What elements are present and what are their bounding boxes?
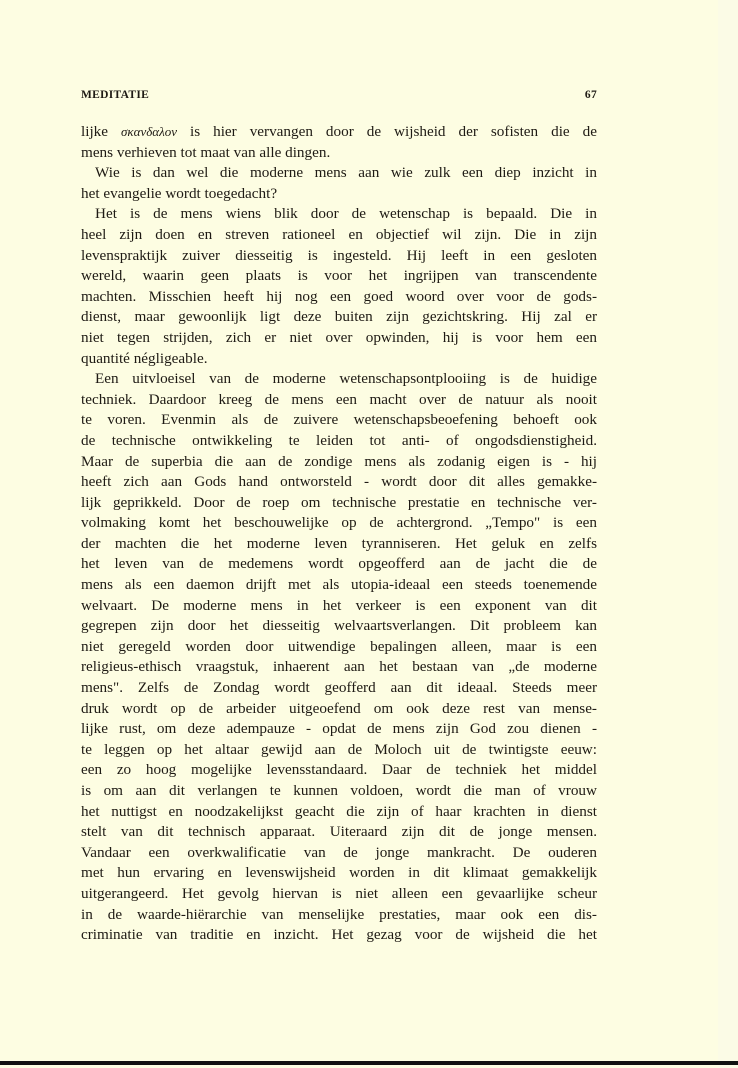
text-line: mens als een daemon drijft met als utopia-ideaal een steeds toenemende (81, 576, 597, 594)
text-line: de technische ontwikkeling te leiden tot anti- of ongodsdienstigheid. (81, 431, 597, 449)
paragraph-first-line: Wie is dan wel die moderne mens aan wie zulk een diep inzicht in (95, 164, 597, 182)
text-line: een zo hoog mogelijke levensstandaard. Daar de techniek het middel (81, 761, 597, 779)
text-segment: lijke (81, 123, 121, 140)
text-segment: is hier vervangen door de wijsheid der sofisten die de (177, 123, 597, 140)
text-line (81, 122, 597, 143)
text-line: welvaart. De moderne mens in het verkeer is een exponent van dit (81, 596, 597, 614)
text-line: criminatie van traditie en inzicht. Het gezag voor de wijsheid die het (81, 926, 597, 944)
running-header (81, 89, 597, 105)
paragraph-first-line: Het is de mens wiens blik door de wetenschap is bepaald. Die in (95, 205, 597, 223)
text-line: niet geregeld worden door uitwendige bepalingen alleen, maar is een (81, 637, 597, 655)
page-number: 67 (584, 89, 597, 101)
text-line: heel zijn doen en streven rationeel en objectief wil zijn. Die in zijn (81, 225, 597, 243)
text-line: techniek. Daardoor kreeg de mens een macht over de natuur als nooit (81, 390, 597, 408)
text-line: levenspraktijk zuiver diesseitig is ingesteld. Hij leeft in een gesloten (81, 246, 597, 264)
text-line: het leven van de medemens wordt opgeofferd aan de jacht die de (81, 555, 597, 573)
text-line: mens". Zelfs de Zondag wordt geofferd aan dit ideaal. Steeds meer (81, 679, 597, 697)
text-line: quantité négligeable. (81, 349, 208, 367)
text-line: het nuttigst en noodzakelijkst geacht die zijn of haar krachten in dienst (81, 802, 597, 820)
page-edge (718, 0, 738, 1068)
text-line: wereld, waarin geen plaats is voor het ingrijpen van transcendente (81, 267, 597, 285)
text-line: religieus-ethisch vraagstuk, inhaerent aan het bestaan van „de moderne (81, 658, 597, 676)
text-line: te leggen op het altaar gewijd aan de Moloch uit de twintigste eeuw: (81, 740, 597, 758)
text-line: dienst, maar gewoonlijk ligt deze buiten zijn gezichtskring. Hij zal er (81, 308, 597, 326)
text-line: druk wordt op de arbeider uitgeoefend om ook deze rest van mense- (81, 699, 597, 717)
text-line: Vandaar een overkwalificatie van de jonge mankracht. De ouderen (81, 843, 597, 861)
text-line: heeft zich aan Gods hand ontworsteld - wordt door dit alles gemakke- (81, 473, 597, 491)
text-line: mens verhieven tot maat van alle dingen. (81, 143, 331, 161)
text-line: Maar de superbia die aan de zondige mens als zodanig eigen is - hij (81, 452, 597, 470)
text-line: lijk geprikkeld. Door de roep om technische prestatie en technische ver- (81, 493, 597, 511)
text-line: volmaking komt het beschouwelijke op de achtergrond. „Tempo" is een (81, 514, 597, 532)
scan-bottom-edge (0, 1061, 738, 1065)
text-line: te voren. Evenmin als de zuivere wetenschapsbeoefening behoeft ook (81, 411, 597, 429)
text-line: het evangelie wordt toegedacht? (81, 184, 278, 202)
text-line: machten. Misschien heeft hij nog een goed woord over voor de gods- (81, 287, 597, 305)
text-line: met hun ervaring en levenswijsheid worden in dit klimaat gemakkelijk (81, 864, 597, 882)
text-line: is om aan dit verlangen te kunnen voldoen, wordt die man of vrouw (81, 782, 597, 799)
text-line: uitgerangeerd. Het gevolg hiervan is niet alleen een gevaarlijke scheur (81, 884, 597, 902)
paragraph-first-line: Een uitvloeisel van de moderne wetenschapsontplooiing is de huidige (95, 370, 597, 388)
text-line: lijke rust, om deze adempauze - opdat de mens zijn God zou dienen - (81, 720, 597, 738)
body-text (81, 122, 597, 946)
greek-word: σκανδαλον (120, 124, 177, 139)
text-line: in de waarde-hiërarchie van menselijke prestaties, maar ook een dis- (81, 905, 597, 923)
text-line: niet tegen strijden, zich er niet over opwinden, hij is voor hem een (81, 328, 597, 346)
text-line: stelt van dit technisch apparaat. Uiteraard zijn dit de jonge mensen. (81, 823, 597, 841)
text-line: der machten die het moderne leven tyranniseren. Het geluk en zelfs (81, 534, 597, 552)
running-title: MEDITATIE (81, 89, 150, 101)
text-line: gegrepen zijn door het diesseitig welvaartsverlangen. Dit probleem kan (81, 617, 597, 635)
